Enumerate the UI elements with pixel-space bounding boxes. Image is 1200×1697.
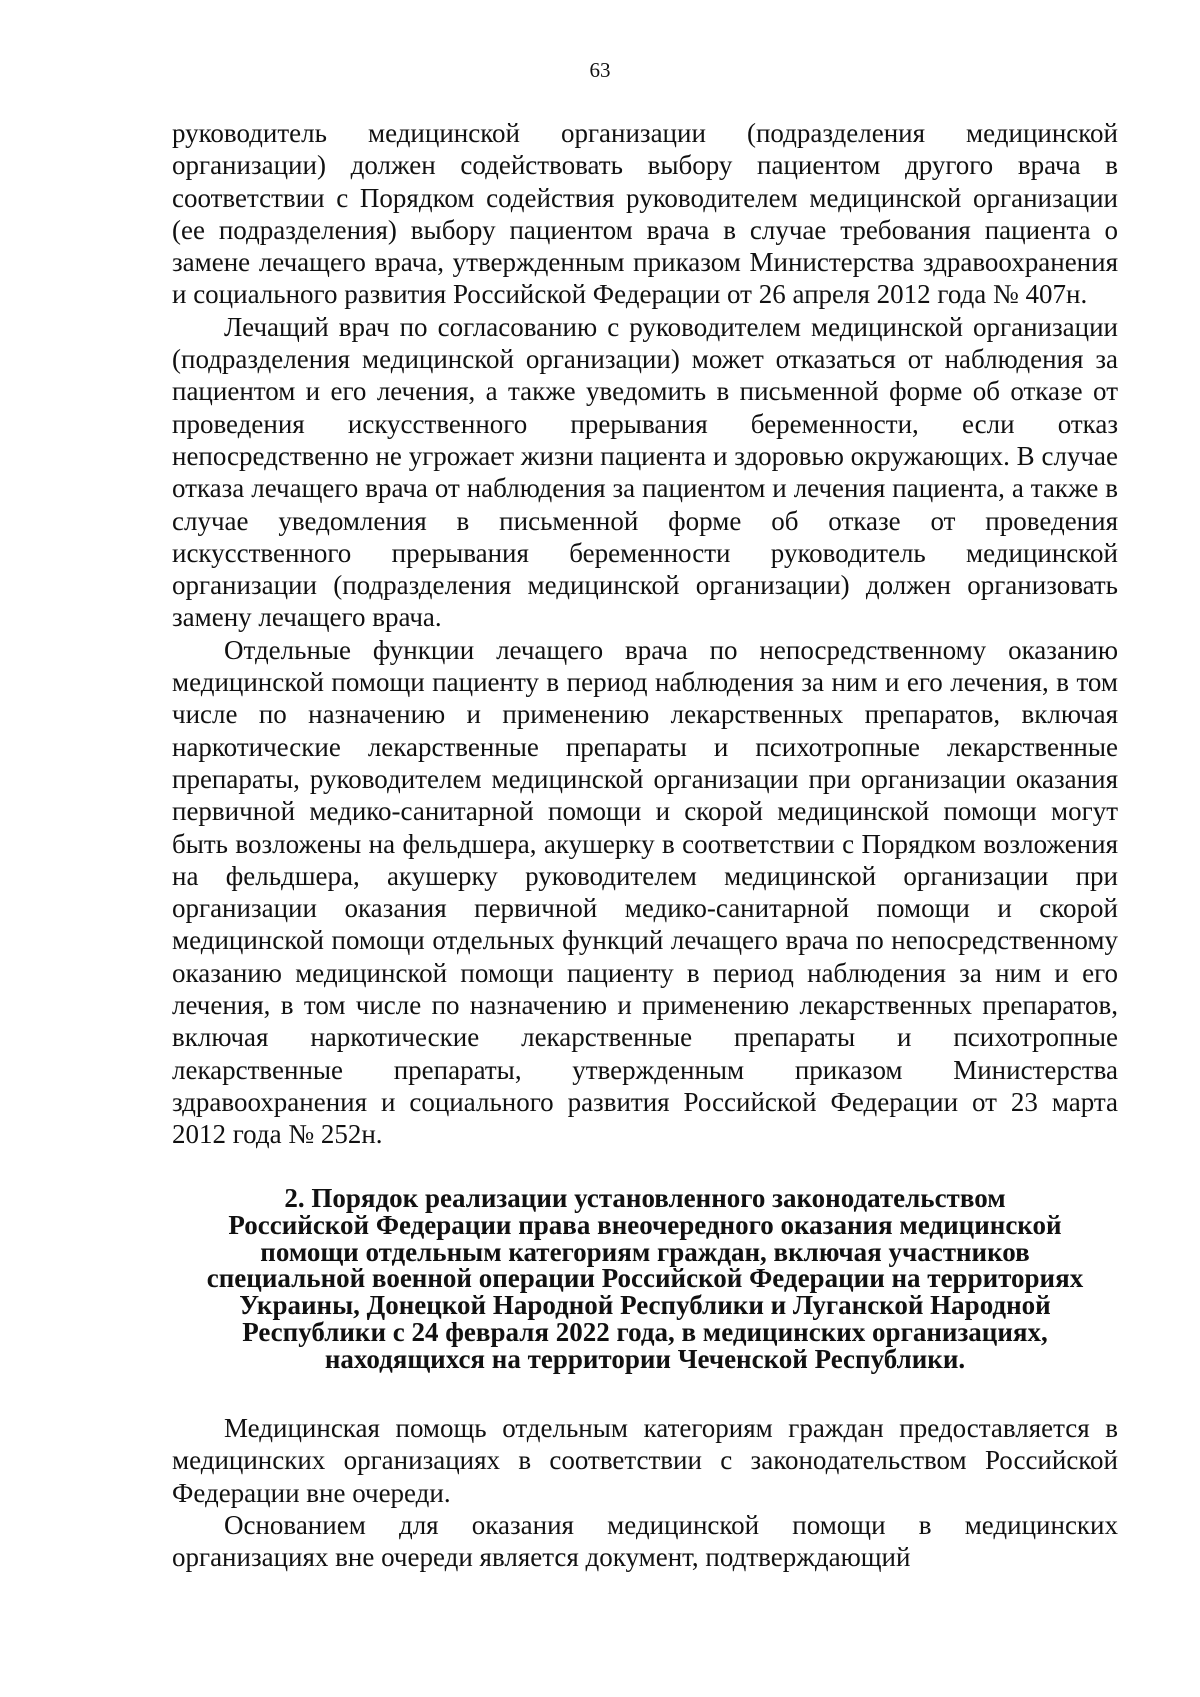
body-text-bottom — [172, 1412, 1118, 1573]
section-heading-line: Украины, Донецкой Народной Республики и Луганской Народной — [239, 1290, 1051, 1321]
section-heading-line: находящихся на территории Чеченской Республики. — [324, 1343, 966, 1374]
paragraph-delegated-functions: Отдельные функции лечащего врача по непосредственному оказанию медицинской помощи пациенту в период наблюдения за ним и его лечения, в том числе по назначению и применению лекарственных препаратов, включая наркотические лекарственные препараты и психотропные лекарственные препараты, руководителем медицинской организации при организации оказания первичной медико-санитарной помощи и скорой медицинской помощи могут быть возложены на фельдшера, акушерку в соответствии с Порядком возложения на фельдшера, акушерку руководителем медицинской организации при организации оказания первичной медико-санитарной помощи и скорой медицинской помощи отдельных функций лечащего врача по непосредственному оказанию медицинской помощи пациенту в период наблюдения за ним и его лечения, в том числе по назначению и применению лекарственных препаратов, включая наркотические лекарственные препараты и психотропные лекарственные препараты, утвержденным приказом Министерства здравоохранения и социального развития Российской Федерации от 23 марта 2012 года № 252н. — [172, 634, 1118, 1150]
section-heading-line: Российской Федерации права внеочередного оказания медицинской — [228, 1209, 1062, 1240]
paragraph-doctor-refusal: Лечащий врач по согласованию с руководителем медицинской организации (подразделения медицинской организации) может отказаться от наблюдения за пациентом и его лечения, а также уведомить в письменной форме об отказе от проведения искусственного прерывания беременности, если отказ непосредственно не угрожает жизни пациента и здоровью окружающих. В случае отказа лечащего врача от наблюдения за пациентом и лечения пациента, а также в случае уведомления в письменной форме об отказе от проведения искусственного прерывания беременности руководитель медицинской организации (подразделения медицинской организации) должен организовать замену лечащего врача. — [172, 311, 1118, 633]
paragraph-priority-care: Медицинская помощь отдельным категориям граждан предоставляется в медицинских организациях в соответствии с законодательством Российской Федерации вне очереди. — [172, 1413, 1118, 1508]
page-number: 63 — [589, 58, 611, 82]
paragraph-continuation: руководитель медицинской организации (подразделения медицинской организации) должен содействовать выбору пациентом другого врача в соответствии с Порядком содействия руководителем медицинской организации (ее подразделения) выбору пациентом врача в случае требования пациента о замене лечащего врача, утвержденным приказом Министерства здравоохранения и социального развития Российской Федерации от 26 апреля 2012 года № 407н. — [172, 118, 1118, 310]
section-heading-line: специальной военной операции Российской Федерации на территориях — [206, 1263, 1084, 1294]
section-heading — [172, 1185, 1118, 1373]
body-text-top — [172, 117, 1118, 1151]
section-heading-line: помощи отдельным категориям граждан, включая участников — [260, 1236, 1030, 1267]
section-heading-line: Республики с 24 февраля 2022 года, в медицинских организациях, — [242, 1316, 1048, 1347]
section-heading-line: 2. Порядок реализации установленного законодательством — [284, 1183, 1006, 1213]
paragraph-grounds: Основанием для оказания медицинской помощи в медицинских организациях вне очереди является документ, подтверждающий — [172, 1509, 1118, 1573]
